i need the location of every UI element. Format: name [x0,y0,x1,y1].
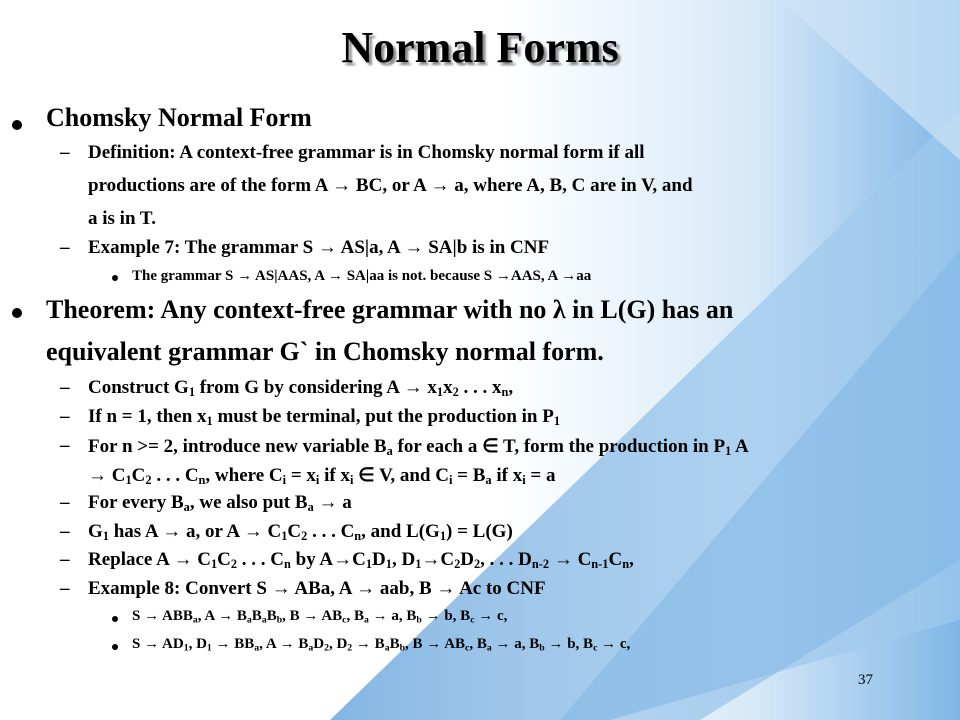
step-construct: Construct $G_1$ from G by considering $A \to x_1x_2$ . . . $x_n$, [88,377,514,400]
cnf-definition-line-1: Definition: A context-free grammar is in Chomsky normal form if all [88,142,645,163]
example-7: Example 7: The grammar S → AS|a, A → SA|b is in CNF [88,237,550,258]
bullet-dot [112,644,118,650]
step-n-ge-2-line-2: → $C_1C_2$ . . . $C_n$, where $C_i = x_i$ if $x_i$ ∈ V, and $C_i = B_a$ if $x_i = a$ [88,465,556,488]
example-8-step-1: $S \to ABB_a$, $A \to B_aB_aB_b$, $B \to AB_c$, $B_a \to a$, $B_b \to b$, $B_c \to c$, [132,608,508,626]
dash-marker: – [60,435,70,456]
dash-marker: – [60,406,70,427]
example-8-step-2: $S \to AD_1$, $D_1 \to BB_a$, $A \to B_aD_2$, $D_2 \to B_aB_b$, $B \to AB_c$, $B_a \to a$, $B_b \to b$, $B_c \to c$, [132,636,631,654]
dash-marker: – [60,578,70,599]
dash-marker: – [60,521,70,542]
step-g1: $G_1$ has A → a, or $A \to C_1C_2$ . . . $C_n$, and $L(G_1) = L(G)$ [88,521,513,544]
bullet-dot [12,120,22,130]
page-number: 37 [858,672,873,688]
step-replace: Replace $A \to C_1C_2$ . . . $C_n$ by $A\to C_1D_1$, $D_1\to C_2D_2$, . . . $D_{n-2} \to C_{n-1}C_n$, [88,549,634,572]
bullet-dot [112,616,118,622]
slide-title: Normal Forms [341,23,619,72]
dash-marker: – [60,237,70,258]
cnf-heading: Chomsky Normal Form [46,103,312,132]
step-n-ge-2-line-1: For n >= 2, introduce new variable $B_a$ for each a ∈ T, form the production in $P_1$ A [88,436,749,459]
dash-marker: – [60,492,70,513]
example-8: Example 8: Convert S → ABa, A → aab, B → Ac to CNF [88,578,546,599]
dash-marker: – [60,377,70,398]
step-every-ba: For every $B_a$, we also put $B_a \to a$ [88,492,352,515]
step-n-equals-1: If n = 1, then $x_1$ must be terminal, put the production in $P_1$ [88,406,561,429]
dash-marker: – [60,142,70,163]
cnf-definition-line-3: a is in T. [88,208,156,229]
theorem-line-1: Theorem: Any context-free grammar with no λ in L(G) has an [46,295,734,324]
bullet-dot [12,308,22,318]
theorem-line-2: equivalent grammar G` in Chomsky normal form. [46,337,604,366]
dash-marker: – [60,549,70,570]
bullet-dot [112,275,118,281]
cnf-definition-line-2: productions are of the form A → BC, or A → a, where A, B, C are in V, and [88,175,693,196]
example-7-note: The grammar S → AS|AAS, A → SA|aa is not. because S →AAS, A →aa [132,268,592,284]
